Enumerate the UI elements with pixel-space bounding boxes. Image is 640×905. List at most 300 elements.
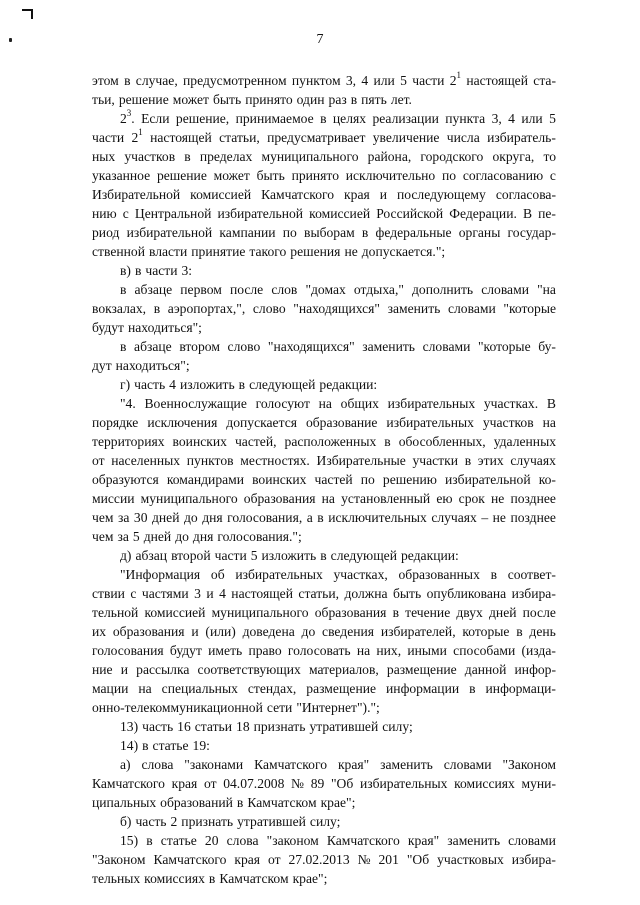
word: которые [462, 624, 510, 639]
text-line [92, 565, 556, 584]
word: информации [386, 681, 460, 696]
word: должна [344, 586, 388, 601]
text-line [92, 71, 556, 90]
word: слово [227, 339, 261, 354]
word: Камчатского [254, 757, 328, 772]
word: (изда- [521, 643, 556, 658]
word: Избирательной [92, 187, 181, 202]
text-line [92, 90, 556, 109]
word: за [117, 529, 129, 544]
word: нию [92, 206, 117, 221]
word: крае"; [292, 871, 328, 886]
word: быть [213, 92, 242, 107]
word: края [171, 776, 198, 791]
word: 27.02.2013 [288, 852, 350, 867]
word: 4 [361, 73, 369, 88]
word: дней [143, 529, 172, 544]
word: абзаце [134, 339, 172, 354]
word: 2 [170, 814, 178, 829]
word: 19: [192, 738, 210, 753]
word: "которые [478, 339, 531, 354]
word: части [214, 548, 247, 563]
word: предусматривает [267, 130, 366, 145]
word: в [320, 548, 327, 563]
text-line [92, 394, 556, 413]
word: комиссией [190, 187, 252, 202]
word: Если [141, 111, 170, 126]
word: увеличение [372, 130, 440, 145]
word: избирательной [217, 206, 304, 221]
word: статьи, [298, 586, 340, 601]
word: тельной [92, 605, 139, 620]
word: муниципального [261, 149, 359, 164]
word: опубликована [426, 586, 507, 601]
word: будут [169, 643, 202, 658]
word: принятие [191, 244, 246, 259]
word: в [384, 434, 391, 449]
word: случае, [135, 73, 178, 88]
word: "Законом [502, 757, 556, 772]
word: г) [120, 377, 131, 392]
word: принято [291, 168, 339, 183]
word: комиссией [144, 605, 206, 620]
word: участковых [437, 852, 504, 867]
word: частями [141, 586, 189, 601]
word: стендах, [247, 681, 297, 696]
word: срок [458, 491, 485, 506]
word: частей [314, 472, 353, 487]
word: находиться"; [115, 358, 190, 373]
word: на [318, 396, 332, 411]
word: право [248, 643, 282, 658]
word: 3: [181, 263, 193, 278]
text-line [92, 242, 556, 261]
text-line [92, 736, 556, 755]
word: до [175, 529, 189, 544]
text-line [92, 793, 556, 812]
word: установленный [341, 491, 431, 506]
word: от [203, 776, 217, 791]
word: данной [464, 662, 507, 677]
word: в [317, 510, 324, 525]
word: 3, [491, 111, 502, 126]
text-line [92, 812, 556, 831]
word: Камчатского [326, 833, 400, 848]
word: бу- [538, 339, 556, 354]
word: в [236, 795, 244, 810]
word: в [320, 111, 327, 126]
word: ципальных [92, 795, 157, 810]
word: быть [392, 586, 422, 601]
word: утратившей [237, 814, 306, 829]
word: Камчатского [92, 776, 165, 791]
word: "находящихся" [293, 301, 380, 316]
text-line [92, 261, 556, 280]
word: края [344, 187, 370, 202]
word: дней [151, 510, 180, 525]
word: воинских [252, 472, 307, 487]
word: соответствующих [197, 662, 301, 677]
word: командирами [166, 472, 245, 487]
word: сведения [322, 624, 375, 639]
word: по [360, 472, 375, 487]
word: настоящей [466, 73, 528, 88]
word: "законами [184, 757, 244, 772]
word: статье [160, 833, 197, 848]
word: не [344, 244, 358, 259]
word: органы [458, 225, 501, 240]
word: местностях. [240, 453, 310, 468]
word: края [234, 852, 261, 867]
word: государ- [507, 225, 556, 240]
word: часть [142, 719, 174, 734]
word: избирательных [386, 415, 474, 430]
word: в [516, 624, 523, 639]
word: Российской [376, 206, 444, 221]
word: ние [92, 662, 113, 677]
word: в [469, 681, 476, 696]
word: В [546, 396, 556, 411]
word: указанное [92, 168, 151, 183]
word: или [373, 73, 395, 88]
word: муни- [521, 776, 556, 791]
word: признать [253, 719, 306, 734]
word: предусмотренном [183, 73, 287, 88]
word: размещение [386, 662, 457, 677]
text-line [92, 508, 556, 527]
text-line [92, 584, 556, 603]
word: расположенных [284, 434, 377, 449]
word: решение [118, 92, 169, 107]
word: дня [192, 529, 214, 544]
word: ста- [533, 73, 556, 88]
word: отдыха," [353, 282, 404, 297]
word: онно-телекоммуникационной [92, 700, 263, 715]
word: в [184, 149, 191, 164]
word: решение, [175, 111, 230, 126]
word: словами [422, 339, 471, 354]
text-line [92, 356, 556, 375]
word: муниципального [211, 605, 309, 620]
word: 201 [378, 852, 399, 867]
text-line [92, 660, 556, 679]
word: кампании [219, 225, 276, 240]
word: миссии [92, 491, 135, 506]
word: допускается."; [361, 244, 446, 259]
word: дут [92, 358, 112, 373]
word: края" [407, 833, 440, 848]
word: размещение [306, 681, 377, 696]
word: образования [314, 605, 387, 620]
word: слов [271, 282, 298, 297]
word: исключительно [345, 168, 436, 183]
text-line [92, 603, 556, 622]
word: 4 [219, 586, 226, 601]
word: последующему [396, 187, 486, 202]
word: в) [120, 263, 131, 278]
word: словами [443, 757, 492, 772]
word: 5 [400, 73, 407, 88]
word: этих [477, 453, 504, 468]
word: пределах [199, 149, 253, 164]
word: двух [456, 605, 483, 620]
word: мации [92, 681, 129, 696]
word: ко- [538, 472, 556, 487]
word: абзаце [134, 282, 173, 297]
document-body [92, 71, 556, 888]
word: воинских [172, 434, 227, 449]
word: голосования."; [217, 529, 302, 544]
word: течение [405, 605, 451, 620]
word: на [321, 491, 335, 506]
word: 5 [132, 529, 140, 544]
word: исключительных [328, 510, 427, 525]
word: участков [482, 415, 534, 430]
text-line [92, 318, 556, 337]
word: участки [412, 453, 458, 468]
word: соответ- [507, 567, 556, 582]
word: Избирательные [316, 453, 406, 468]
word: выборам [304, 225, 355, 240]
text-line [92, 432, 556, 451]
word: исключения [147, 415, 218, 430]
word: Камчатском [247, 795, 317, 810]
word: признать [181, 814, 234, 829]
word: "Информация [120, 567, 201, 582]
word: Федерации. [449, 206, 517, 221]
word: согласова- [495, 187, 556, 202]
word: тельных [92, 871, 141, 886]
word: утратившей [309, 719, 379, 734]
text-line [92, 185, 556, 204]
word: после [522, 605, 556, 620]
word: заменить [362, 339, 415, 354]
word: принимаемое [235, 111, 314, 126]
word: иными [407, 643, 447, 658]
word: них, [376, 643, 402, 658]
word: заменить [447, 833, 501, 848]
word: б) [120, 814, 132, 829]
word: в [392, 605, 400, 620]
text-line [92, 641, 556, 660]
text-line [92, 698, 556, 717]
text-line [92, 223, 556, 242]
word: часть [134, 377, 166, 392]
word: редакции: [319, 377, 378, 392]
text-line [92, 869, 556, 888]
word: абзац [135, 548, 168, 563]
corner-bracket-mark [22, 7, 36, 21]
word: ею [436, 491, 453, 506]
word: 30 [133, 510, 148, 525]
word: $2^1$ [449, 70, 461, 88]
word: пять [361, 92, 387, 107]
text-line [92, 774, 556, 793]
word: в [490, 567, 497, 582]
word: сети [266, 700, 293, 715]
word: или [521, 111, 543, 126]
word: 16 [177, 719, 191, 734]
word: позднее [510, 491, 556, 506]
word: не [491, 491, 505, 506]
word: решения [290, 244, 341, 259]
word: первом [180, 282, 222, 297]
word: – [481, 510, 489, 525]
text-line [92, 128, 556, 147]
word: доведена [242, 624, 295, 639]
word: специальных [161, 681, 238, 696]
word: власти [148, 244, 188, 259]
word: ствии [92, 586, 125, 601]
word: "4. [120, 396, 136, 411]
word: дополнить [412, 282, 474, 297]
word: не [492, 510, 506, 525]
word: участков [124, 149, 176, 164]
word: будут [92, 320, 124, 335]
word: от [267, 852, 281, 867]
word: рассылка [136, 662, 190, 677]
word: Камчатском [219, 871, 289, 886]
word: образований [160, 795, 233, 810]
word: края" [337, 757, 370, 772]
word: "Об [330, 776, 354, 791]
word: района, [367, 149, 412, 164]
word: "законом [266, 833, 319, 848]
word: избиратель- [487, 130, 556, 145]
word: пунктом [291, 73, 341, 88]
word: раз [328, 92, 347, 107]
word: пе- [538, 206, 556, 221]
word: в [464, 453, 472, 468]
word: в [350, 92, 358, 107]
word: этом [92, 73, 119, 88]
word: В [522, 206, 533, 221]
text-line [92, 470, 556, 489]
word: 3, [345, 73, 357, 88]
word: комиссией [309, 206, 371, 221]
word: словами [508, 833, 556, 848]
word: позднее [510, 510, 556, 525]
word: округа, [492, 149, 535, 164]
word: $2^3$. [120, 108, 135, 126]
word: 14) [120, 738, 139, 753]
word: то [543, 149, 556, 164]
word: в [142, 738, 149, 753]
word: "которые [503, 301, 556, 316]
word: образование [305, 415, 378, 430]
word: д) [120, 548, 132, 563]
word: Центральной [134, 206, 212, 221]
word: а) [120, 757, 131, 772]
word: настоящей [150, 130, 212, 145]
word: избира- [511, 586, 556, 601]
word: с [130, 586, 137, 601]
word: случаях [431, 510, 477, 525]
word: решение [156, 168, 207, 183]
word: и [120, 662, 129, 677]
text-line [92, 166, 556, 185]
word: в [361, 225, 369, 240]
word: в [120, 339, 127, 354]
word: силу; [382, 719, 413, 734]
word: общих [340, 396, 379, 411]
word: иметь [208, 643, 243, 658]
word: день [529, 624, 556, 639]
word: населенных [111, 453, 181, 468]
word: 13) [120, 719, 139, 734]
text-line [92, 755, 556, 774]
word: голосуют [255, 396, 310, 411]
word: и [206, 586, 214, 601]
word: быть [256, 168, 285, 183]
word: части [145, 263, 178, 278]
word: по [441, 168, 457, 183]
word: "Об [406, 852, 430, 867]
word: следующей [249, 377, 316, 392]
word: статье [152, 738, 189, 753]
word: "находящихся" [267, 339, 355, 354]
word: № [291, 776, 305, 791]
word: "Законом [92, 852, 146, 867]
word: 18 [236, 719, 250, 734]
text-line [92, 280, 556, 299]
word: может [172, 92, 209, 107]
word: втором [179, 339, 220, 354]
word: тьи, [92, 92, 115, 107]
word: образования [112, 624, 185, 639]
word: № [357, 852, 371, 867]
word: силу; [309, 814, 341, 829]
word: удаленных [493, 434, 556, 449]
word: крае"; [320, 795, 356, 810]
word: до [183, 510, 198, 525]
word: в [153, 301, 161, 316]
word: словами [447, 301, 496, 316]
word: (или) [205, 624, 236, 639]
word: комиссиях [454, 776, 515, 791]
text-line [92, 109, 556, 128]
word: статьи [194, 719, 233, 734]
word: голосования [92, 643, 164, 658]
word: избирательных [387, 396, 476, 411]
word: дня [202, 510, 223, 525]
word: в [124, 73, 131, 88]
word: "на [537, 282, 556, 297]
word: целях [332, 111, 367, 126]
word: федеральные [375, 225, 452, 240]
word: и [379, 187, 387, 202]
page-number: 7 [316, 32, 324, 47]
word: пункта [445, 111, 486, 126]
word: после [229, 282, 264, 297]
word: решению [382, 472, 437, 487]
word: 5 [250, 548, 258, 563]
word: голосовать [287, 643, 351, 658]
word: изложить [261, 548, 317, 563]
word: 04.07.2008 [223, 776, 285, 791]
word: городского [420, 149, 484, 164]
text-line [92, 413, 556, 432]
word: муниципального [140, 491, 238, 506]
word: 3 [194, 586, 201, 601]
word: на [542, 415, 556, 430]
word: 5 [549, 111, 556, 126]
word: согласованию [462, 168, 544, 183]
word: "Интернет")."; [296, 700, 380, 715]
word: избирательных [359, 776, 448, 791]
word: изложить [179, 377, 235, 392]
word: 20 [204, 833, 219, 848]
